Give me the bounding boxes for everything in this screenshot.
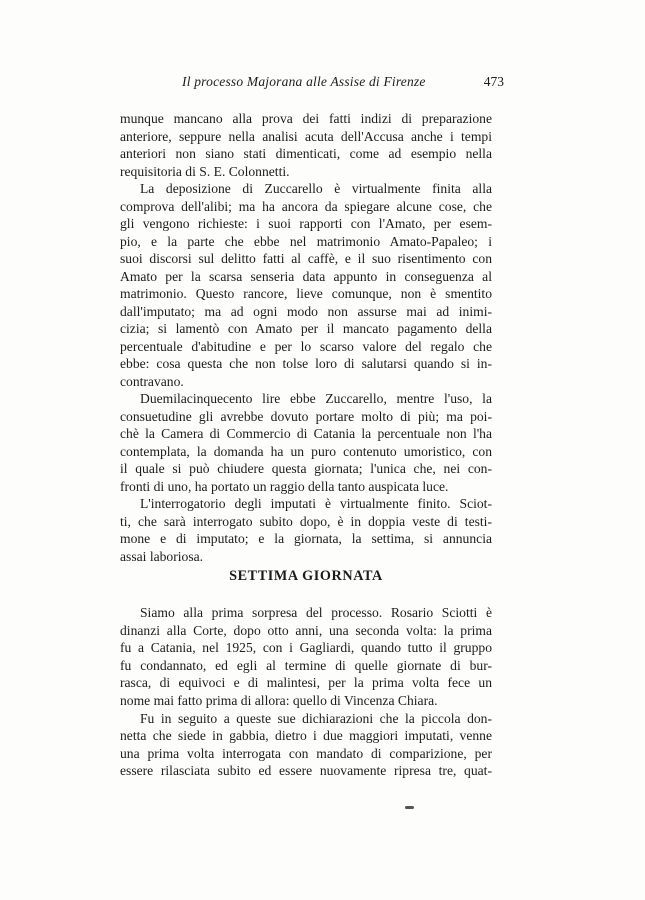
paragraph <box>120 495 492 565</box>
text-line: L'interrogatorio degli imputati è virtualmente finito. Sciot- <box>140 496 492 511</box>
text-line: fronti di uno, ha portato un raggio della tanto auspicata luce. <box>120 478 449 494</box>
text-line: cizia; si lamentò con Amato per il mancato pagamento della <box>120 321 492 336</box>
text-line: essere rilasciata subito ed essere nuovamente ripresa tre, quat- <box>120 763 492 779</box>
body-text-continued <box>120 604 492 780</box>
text-line: pio, e la parte che ebbe nel matrimonio Amato-Papaleo; i <box>120 233 492 249</box>
text-line: il quale si può chiudere questa giornata; l'unica che, nei con- <box>120 461 492 476</box>
paragraph <box>120 710 492 780</box>
text-line: munque mancano alla prova dei fatti indizi di preparazione <box>120 111 492 126</box>
text-line: comprova dell'alibi; ma ha ancora da spiegare alcune cose, che <box>120 198 492 214</box>
text-line: Fu in seguito a queste sue dichiarazioni che la piccola don- <box>140 710 492 726</box>
paragraph <box>120 390 492 495</box>
text-line: dinanzi alla Corte, dopo otto anni, una seconda volta: la prima <box>120 622 492 638</box>
running-title: Il processo Majorana alle Assise di Firenze <box>182 74 426 89</box>
text-line: mone e di imputato; e la giornata, la settima, si annuncia <box>120 531 492 546</box>
text-line: dall'imputato; ma ad ogni modo non assurse mai ad inimi- <box>120 303 492 319</box>
text-line: Amato per la scarsa senseria data appunto in conseguenza al <box>120 268 492 284</box>
paragraph <box>120 110 492 180</box>
text-line: Duemilacinquecento lire ebbe Zuccarello, mentre l'uso, la <box>140 391 492 406</box>
text-line: requisitoria di S. E. Colonnetti. <box>120 163 290 179</box>
section-heading: SETTIMA GIORNATA <box>229 568 383 584</box>
text-line: assai laboriosa. <box>120 548 204 564</box>
text-line: netta che siede in gabbia, dietro i due maggiori imputati, venne <box>120 728 492 744</box>
text-line: chè la Camera di Commercio di Catania la percentuale non l'ha <box>120 426 492 441</box>
text-line: nome mai fatto prima di allora: quello di Vincenza Chiara. <box>120 692 438 708</box>
text-line: contravano. <box>120 373 184 389</box>
body-text <box>120 110 492 565</box>
text-line: una prima volta interrogata con mandato di comparizione, per <box>120 745 492 761</box>
text-line: ebbe: cosa questa che non tolse loro di salutarsi quando si in- <box>120 356 492 371</box>
text-line: rasca, di equivoci e di malintesi, per la prima volta fece un <box>120 675 492 691</box>
text-line: consuetudine gli avrebbe dovuto portare molto di più; ma poi- <box>120 408 492 424</box>
paragraph <box>120 604 492 710</box>
text-line: suoi discorsi sul delitto fatti al caffè, e il suo risentimento con <box>120 251 492 266</box>
page-number: 473 <box>483 74 504 89</box>
text-line: anteriori non siano stati dimenticati, come ad esempio nella <box>120 146 492 161</box>
paragraph <box>120 180 492 390</box>
page-speck <box>405 806 414 809</box>
text-line: Siamo alla prima sorpresa del processo. Rosario Sciotti è <box>140 605 492 620</box>
text-line: gli vengono richieste: i suoi rapporti con l'Amato, per esem- <box>120 216 492 231</box>
running-head <box>108 74 504 94</box>
text-line: fu a Catania, nel 1925, con i Gagliardi, quando tutto il gruppo <box>120 640 492 656</box>
text-line: fu condannato, ed egli al termine di quelle giornate di bur- <box>120 657 492 673</box>
text-line: matrimonio. Questo rancore, lieve comunque, non è smentito <box>120 286 492 301</box>
text-line: contemplata, la domanda ha un puro contenuto umoristico, con <box>120 443 492 459</box>
text-line: La deposizione di Zuccarello è virtualmente finita alla <box>140 181 492 196</box>
text-line: anteriore, seppure nella analisi acuta dell'Accusa anche i tempi <box>120 128 492 144</box>
text-line: percentuale d'abitudine e per lo scarso valore del regalo che <box>120 338 492 354</box>
text-line: ti, che sarà interrogato subito dopo, è in doppia veste di testi- <box>120 513 492 529</box>
